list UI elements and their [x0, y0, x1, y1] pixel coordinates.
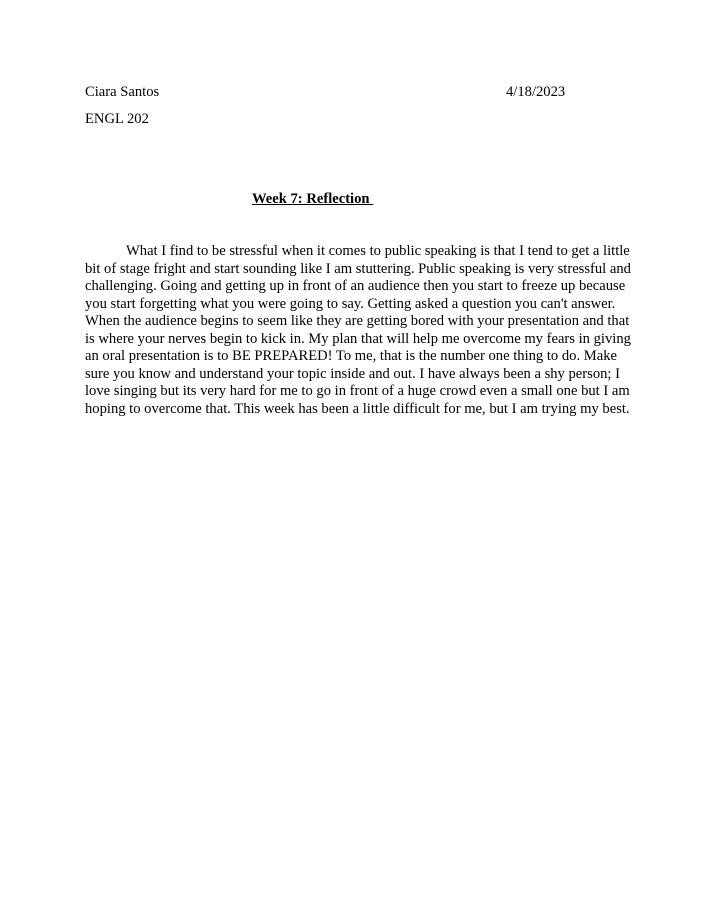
author-name: Ciara Santos: [85, 84, 160, 100]
course-code: ENGL 202: [85, 111, 149, 127]
document-date: 4/18/2023: [506, 84, 566, 100]
body-paragraph: What I find to be stressful when it comes to public speaking is that I tend to get a little bit of stage fright and start sounding like I am stuttering. Public speaking is very stressful and challenging. Going and getting up in front of an audience then you start to freeze up because you start forgetting what you were going to say. Getting asked a question you can't answer. When the audience begins to seem like they are getting bored with your presentation and that is where your nerves begin to kick in. My plan that will help me overcome my fears in giving an oral presentation is to BE PREPARED! To me, that is the number one thing to do. Make sure you know and understand your topic inside and out. I have always been a shy person; I love singing but its very hard for me to go in front of a huge crowd even a small one but I am hoping to overcome that. This week has been a little difficult for me, but I am trying my best.: [85, 243, 631, 417]
document-title: Week 7: Reflection: [252, 191, 374, 207]
